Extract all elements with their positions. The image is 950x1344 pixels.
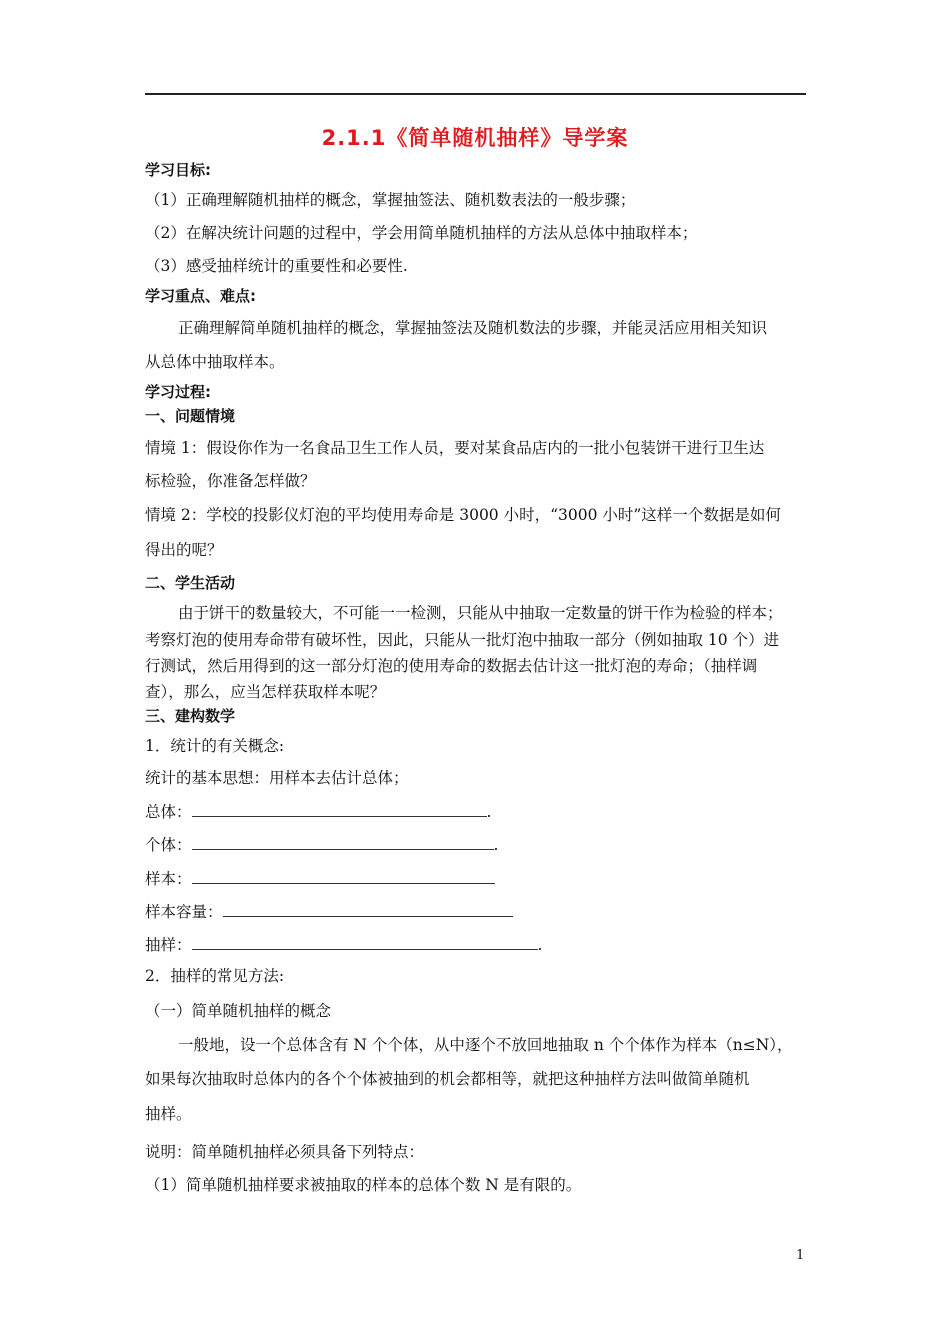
sample-blank[interactable] (192, 869, 495, 884)
feature-1: （1）简单随机抽样要求被抽取的样本的总体个数 N 是有限的。 (145, 1176, 582, 1194)
section2-heading: 二、学生活动 (145, 574, 236, 592)
subsection-1: （一）简单随机抽样的概念 (145, 1002, 332, 1020)
goal-item-1: （1）正确理解随机抽样的概念，掌握抽签法、随机数表法的一般步骤； (145, 191, 636, 209)
key-points-line-1: 正确理解简单随机抽样的概念，掌握抽签法及随机数法的步骤，并能灵活应用相关知识 (178, 319, 768, 337)
sample-size-row (145, 902, 513, 922)
activity-line-4: 查），那么，应当怎样获取样本呢？ (145, 683, 386, 701)
scenario1-line-2: 标检验，你准备怎样做？ (145, 472, 316, 490)
scenario1-line-1: 情境 1：假设你作为一名食品卫生工作人员，要对某食品店内的一批小包装饼干进行卫生达 (145, 439, 765, 457)
activity-line-1: 由于饼干的数量较大，不可能一一检测，只能从中抽取一定数量的饼干作为检验的样本； (178, 604, 783, 622)
section3-heading: 三、建构数学 (145, 707, 236, 725)
individual-label: 个体： (145, 836, 192, 854)
concept-item-1: 1．统计的有关概念: (145, 737, 285, 755)
population-period: . (486, 803, 492, 821)
scenario2-line-1: 情境 2：学校的投影仪灯泡的平均使用寿命是 3000 小时，“3000 小时”这样一个数据是如何 (145, 506, 781, 524)
individual-blank[interactable] (192, 835, 494, 850)
note-line: 说明：简单随机抽样必须具备下列特点： (145, 1143, 425, 1161)
population-label: 总体： (145, 803, 192, 821)
definition-line-1: 一般地，设一个总体含有 N 个个体，从中逐个不放回地抽取 n 个个体作为样本（n≤N）， (178, 1036, 793, 1054)
goals-heading: 学习目标: (145, 161, 211, 179)
key-points-line-2: 从总体中抽取样本。 (145, 353, 285, 371)
basic-idea: 统计的基本思想：用样本去估计总体； (145, 769, 409, 787)
sample-label: 样本： (145, 870, 192, 888)
sample-row (145, 869, 495, 889)
individual-row (145, 835, 498, 855)
definition-line-2: 如果每次抽取时总体内的各个个体被抽到的机会都相等，就把这种抽样方法叫做简单随机 (145, 1070, 750, 1088)
goal-item-2: （2）在解决统计问题的过程中，学会用简单随机抽样的方法从总体中抽取样本； (145, 224, 698, 242)
sampling-row (145, 935, 542, 955)
sample-size-blank[interactable] (223, 902, 513, 917)
goal-item-3: （3）感受抽样统计的重要性和必要性. (145, 257, 408, 275)
document-title: 2.1.1《简单随机抽样》导学案 (321, 126, 629, 150)
scenario2-line-2: 得出的呢？ (145, 541, 223, 559)
concept-item-2: 2．抽样的常见方法: (145, 967, 285, 985)
sample-size-label: 样本容量： (145, 903, 223, 921)
section1-heading: 一、问题情境 (145, 407, 236, 425)
population-row (145, 802, 491, 822)
sampling-label: 抽样： (145, 936, 192, 954)
process-heading: 学习过程: (145, 383, 211, 401)
header-rule (145, 93, 806, 95)
page-number: 1 (796, 1248, 805, 1263)
activity-line-2: 考察灯泡的使用寿命带有破坏性，因此，只能从一批灯泡中抽取一部分（例如抽取 10 个）进 (145, 631, 780, 649)
individual-period: . (493, 836, 499, 854)
definition-line-3: 抽样。 (145, 1105, 192, 1123)
population-blank[interactable] (192, 802, 487, 817)
sampling-blank[interactable] (192, 935, 538, 950)
key-points-heading: 学习重点、难点: (145, 287, 256, 305)
activity-line-3: 行测试，然后用得到的这一部分灯泡的使用寿命的数据去估计这一批灯泡的寿命；（抽样调 (145, 657, 758, 675)
sampling-period: . (537, 936, 543, 954)
